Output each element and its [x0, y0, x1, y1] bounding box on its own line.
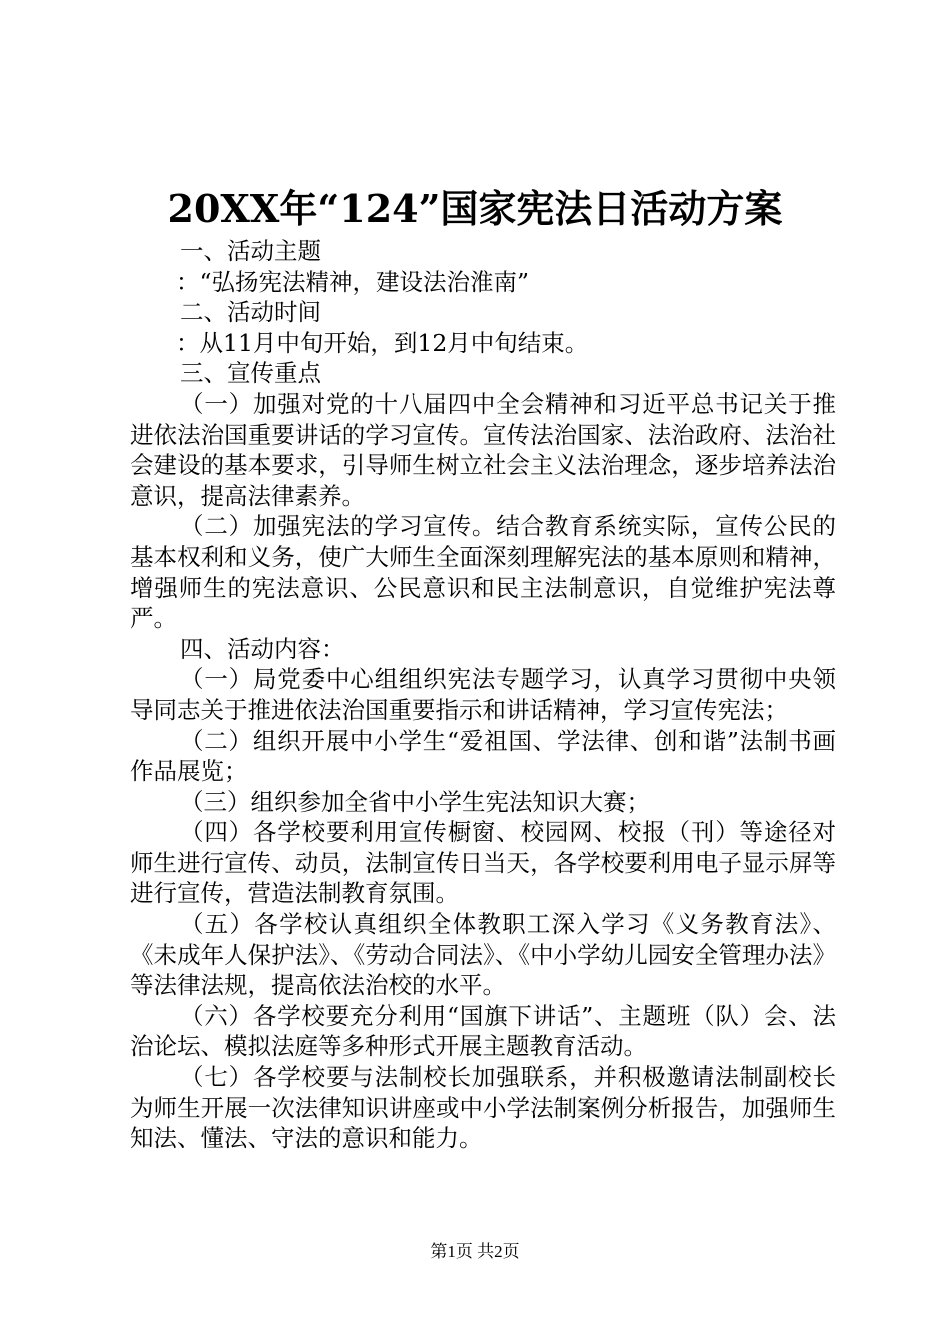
section-2-text: ：从11月中旬开始，到12月中旬结束。	[176, 328, 589, 357]
section-4-paragraph-5: （五）各学校认真组织全体教职工深入学习《义务教育法》、《未成年人保护法》、《劳动合同法》、《中小学幼儿园安全管理办法》等法律法规，提高依法治校的水平。	[130, 910, 836, 1000]
section-2-heading: 二、活动时间	[180, 298, 321, 327]
section-3-heading: 三、宣传重点	[180, 359, 321, 388]
section-3-paragraph-1: （一）加强对党的十八届四中全会精神和习近平总书记关于推进依法治国重要讲话的学习宣传。宣传法治国家、法治政府、法治社会建设的基本要求，引导师生树立社会主义法治理念，逐步培养法治意识，提高法律素养。	[130, 389, 836, 510]
section-4-paragraph-7: （七）各学校要与法制校长加强联系，并积极邀请法制副校长为师生开展一次法律知识讲座或中小学法制案例分析报告，加强师生知法、懂法、守法的意识和能力。	[130, 1063, 836, 1153]
section-1-heading: 一、活动主题	[180, 237, 321, 265]
section-4-heading: 四、活动内容：	[180, 634, 345, 663]
document-title: 20XX年“124”国家宪法日活动方案	[167, 186, 783, 231]
section-3-paragraph-2: （二）加强宪法的学习宣传。结合教育系统实际，宣传公民的基本权利和义务，使广大师生全面深刻理解宪法的基本原则和精神，增强师生的宪法意识、公民意识和民主法制意识，自觉维护宪法尊严。	[130, 512, 836, 633]
section-4-paragraph-1: （一）局党委中心组组织宪法专题学习，认真学习贯彻中央领导同志关于推进依法治国重要指示和讲话精神，学习宣传宪法；	[130, 665, 836, 724]
section-4-paragraph-2: （二）组织开展中小学生“爱祖国、学法律、创和谐”法制书画作品展览；	[130, 726, 836, 786]
page-footer: 第1页 共2页	[430, 1242, 520, 1261]
section-4-paragraph-6: （六）各学校要充分利用“国旗下讲话”、主题班（队）会、法治论坛、模拟法庭等多种形式开展主题教育活动。	[130, 1001, 836, 1061]
section-4-paragraph-3: （三）组织参加全省中小学生宪法知识大赛；	[180, 787, 650, 816]
document-body	[130, 236, 836, 1154]
section-1-text: ：“弘扬宪法精神，建设法治淮南”	[176, 267, 530, 296]
section-4-paragraph-4: （四）各学校要利用宣传橱窗、校园网、校报（刊）等途径对师生进行宣传、动员，法制宣传日当天，各学校要利用电子显示屏等进行宣传，营造法制教育氛围。	[130, 818, 836, 908]
